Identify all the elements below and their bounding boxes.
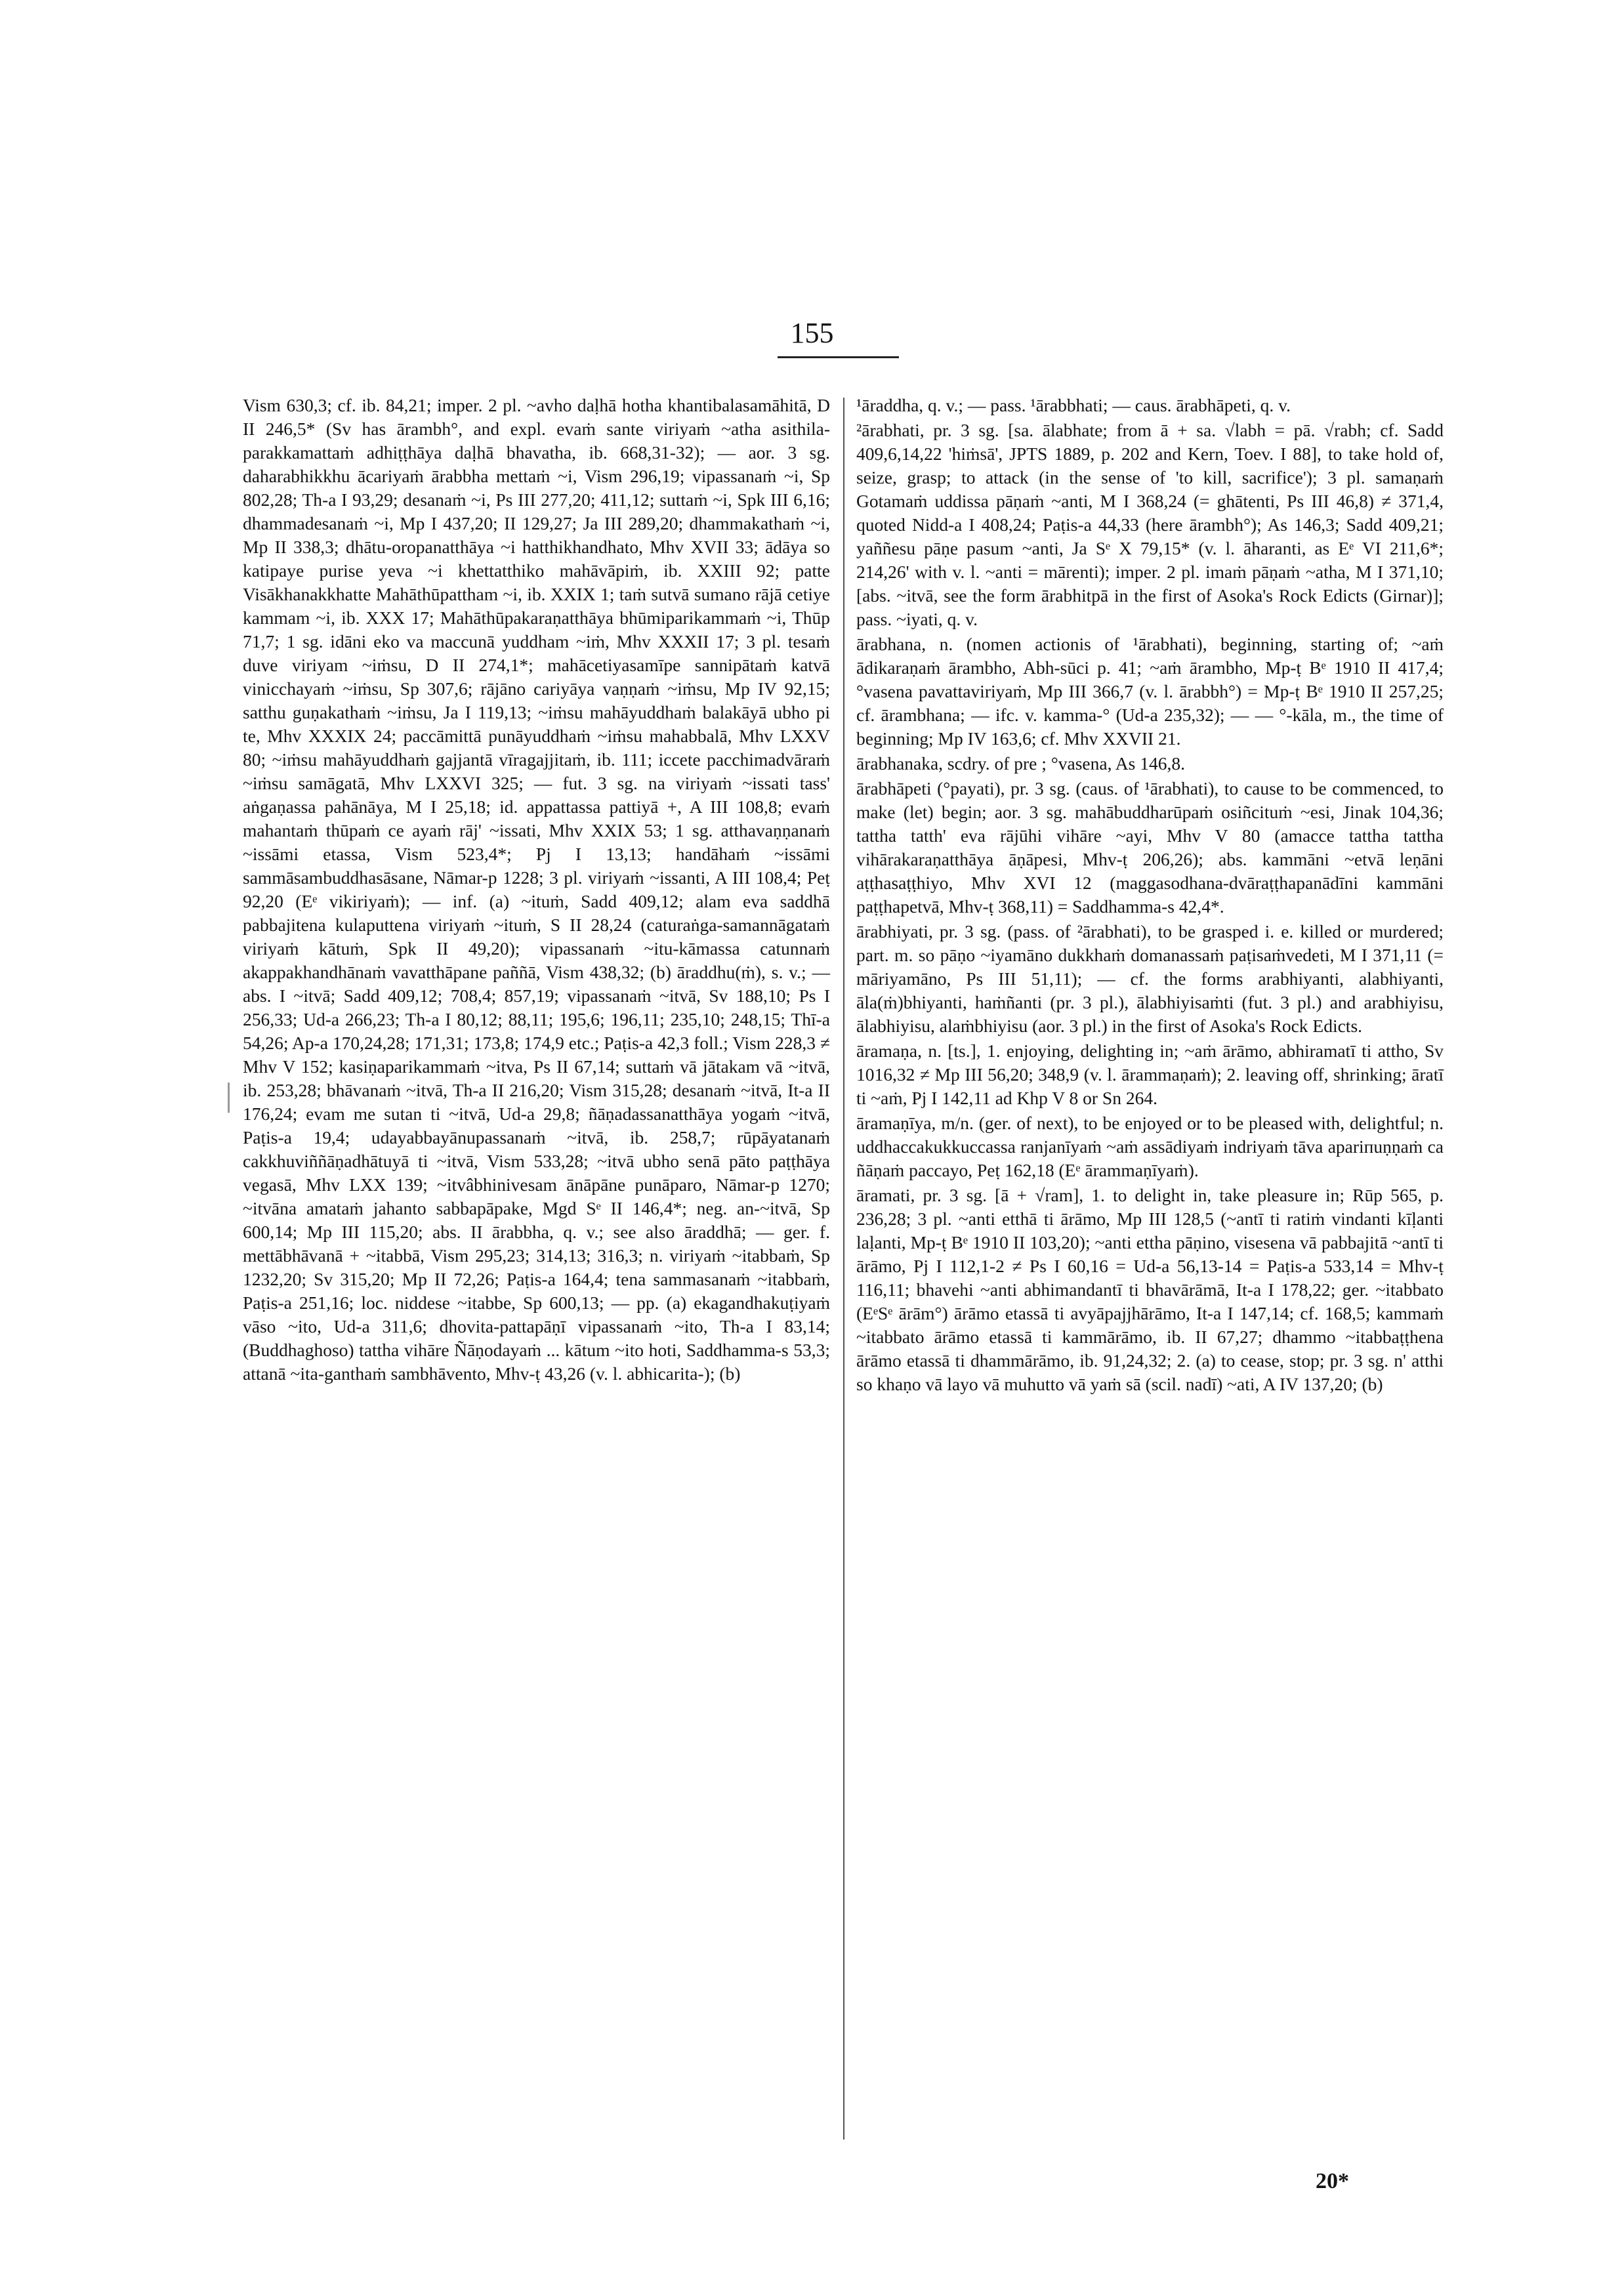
right-column bbox=[856, 394, 1444, 1397]
entry-arabhanaka: ārabhanaka, scdry. of pre ; °vasena, As 146,8. bbox=[856, 753, 1185, 774]
column-divider bbox=[843, 398, 844, 2140]
left-column-paragraph: Vism 630,3; cf. ib. 84,21; imper. 2 pl. ~avho daḷhā hotha khantibalasamāhitā, D II 246,5* (Sv has ārambh°, and expl. evaṁ sante viriyaṁ ~atha asithila-parakkamattaṁ adhiṭṭhāya daḷhā bhavatha, ib. 668,31-32); — aor. 3 sg. daharabhikkhu ācariyaṁ ārabbha mettaṁ ~i, Vism 296,19; vipassanaṁ ~i, Sp 802,28; Th-a I 93,29; desanaṁ ~i, Ps III 277,20; 411,12; suttaṁ ~i, Spk III 6,16; dhammadesanaṁ ~i, Mp I 437,20; II 129,27; Ja III 289,20; dhammakathaṁ ~i, Mp II 338,3; dhātu-oropanatthāya ~i hatthikhandhato, Mhv XVII 33; ādāya so katipaye purise yeva ~i khettatthiko mahāvāpiṁ, ib. XXIII 92; patte Visākhanakkhatte Mahāthūpattham ~i, ib. XXIX 1; taṁ sutvā sumano rājā cetiye kammam ~i, ib. XXX 17; Mahāthūpakaraṇatthāya bhūmiparikammaṁ ~i, Thūp 71,7; 1 sg. idāni eko va maccunā yuddham ~iṁ, Mhv XXXII 17; 3 pl. tesaṁ duve viriyam ~iṁsu, D II 274,1*; mahācetiyasamīpe sannipātaṁ katvā vinicchayaṁ ~iṁsu, Sp 307,6; rājāno cariyāya vaṇṇaṁ ~iṁsu, Mp IV 92,15; satthu guṇakathaṁ ~iṁsu, Ja I 119,13; ~iṁsu mahāyuddhaṁ balakāyā ubho pi te, Mhv XXXIX 24; paccāmittā punāyuddhaṁ ~iṁsu mahabbalā, Mhv LXXV 80; ~iṁsu mahāyuddhaṁ gajjantā vīragajjitaṁ, ib. 111; iccete pacchimadvāraṁ ~iṁsu samāgatā, Mhv LXXVI 325; — fut. 3 sg. na viriyaṁ ~issati tass' aṅgaṇassa pahānāya, M I 25,18; id. appattassa pattiyā +, A III 108,8; evaṁ mahantaṁ thūpaṁ ce ayaṁ rāj' ~issati, Mhv XXIX 53; 1 sg. atthavaṇṇanaṁ ~issāmi etassa, Vism 523,4*; Pj I 13,13; handāhaṁ ~issāmi sammāsambuddhasāsane, Nāmar-p 1228; 3 pl. viriyaṁ ~issanti, A III 108,4; Peṭ 92,20 (Eᵉ vikiriyaṁ); — inf. (a) ~ituṁ, Sadd 409,12; alam eva saddhā pabbajitena kulaputtena viriyaṁ ~ituṁ, S II 28,24 (caturaṅga-samannāgataṁ viriyaṁ kātuṁ, Spk II 49,20); vipassanaṁ ~itu-kāmassa catunnaṁ akappakhandhānaṁ vavatthāpane paññā, Vism 438,32; (b) āraddhu(ṁ), s. v.; — abs. I ~itvā; Sadd 409,12; 708,4; 857,19; vipassanaṁ ~itvā, Sv 188,10; Ps I 256,33; Ud-a 266,23; Th-a I 80,12; 88,11; 195,6; 196,11; 235,10; 248,15; Thī-a 54,26; Ap-a 170,24,28; 171,31; 173,8; 174,9 etc.; Paṭis-a 42,3 foll.; Vism 228,3 ≠ Mhv V 152; kasiṇaparikammaṁ ~itva, Ps II 67,14; suttaṁ vā jātakam vā ~itvā, ib. 253,28; bhāvanaṁ ~itvā, Th-a II 216,20; Vism 315,28; desanaṁ ~itvā, It-a II 176,24; evam me sutan ti ~itvā, Ud-a 29,8; ñāṇadassanatthāya yogaṁ ~itvā, Paṭis-a 19,4; udayabbayānupassanaṁ ~itvā, ib. 258,7; rūpāyatanaṁ cakkhuviññāṇadhātuyā ti ~itvā, Vism 533,28; ~itvā ubho senā pāto paṭṭhāya vegasā, Mhv LXX 139; ~itvâbhinivesam ānāpāne punāparo, Nāmar-p 1270; ~itvāna amataṁ jahanto sabbapāpake, Mgd Sᵉ II 146,4*; neg. an-~itvā, Sp 600,14; Mp III 115,20; abs. II ārabbha, q. v.; see also āraddhā; — ger. f. mettābhāvanā + ~itabbā, Vism 295,23; 314,13; 316,3; n. viriyaṁ ~itabbaṁ, Sp 1232,20; Sv 315,20; Mp II 72,26; Paṭis-a 164,4; tena sammasanaṁ ~itabbaṁ, Paṭis-a 251,16; loc. niddese ~itabbe, Sp 600,13; — pp. (a) ekagandhakuṭiyaṁ vāso ~ito, Ud-a 311,6; dhovita-pattapāṇī vipassanaṁ ~ito, Th-a I 83,14; (Buddhaghoso) tattha vihāre Ñāṇodayaṁ ... kātum ~ito hoti, Saddhamma-s 53,3; attanā ~ita-ganthaṁ sambhāvento, Mhv-ṭ 43,26 (v. l. abhicarita-); (b) bbox=[243, 395, 830, 1384]
entry-aramati: āramati, pr. 3 sg. [ā + √ram], 1. to delight in, take pleasure in; Rūp 565, p. 236,28; 3 pl. ~anti etthā ti ārāmo, Mp III 128,5 (~antī ti ratiṁ vindanti kīḷanti laḷanti, Mp-ṭ Bᵉ 1910 II 103,20); ~anti ettha pāṇino, visesena vā pabbajitā ~antī ti ārāmo, Pj I 112,1-2 ≠ Ps I 60,16 = Ud-a 56,13-14 = Paṭis-a 533,14 = Mhv-ṭ 116,11; bhavehi ~anti abhimandantī ti bhavārāmā, It-a I 178,22; ger. ~itabbato (EᵉSᵉ ārām°) ārāmo etassā ti avyāpajjhārāmo, It-a I 147,14; cf. 168,5; kammaṁ ~itabbato ārāmo etassā ti kammārāmo, ib. II 67,27; dhammo ~itabbaṭṭhena ārāmo etassā ti dhammārāmo, ib. 91,24,32; 2. (a) to cease, stop; pr. 3 sg. n' atthi so khaṇo vā layo vā muhutto vā yaṁ sā (scil. nadī) ~ati, A IV 137,20; (b) bbox=[856, 1185, 1444, 1394]
page-number: 155 bbox=[790, 317, 834, 349]
entry-arabhati: ²ārabhati, pr. 3 sg. [sa. ālabhate; from ā + sa. √labh = pā. √rabh; cf. Sadd 409,6,14,22 'hiṁsā', JPTS 1889, p. 202 and Kern, Toev. I 88], to take hold of, seize, grasp; to attack (in the sense of 'to kill, sacrifice'); 3 pl. samaṇaṁ Gotamaṁ uddissa pāṇaṁ ~anti, M I 368,24 (= ghātenti, Ps III 46,8) ≠ 371,4, quoted Nidd-a I 408,24; Paṭis-a 44,33 (here ārambh°); As 146,3; Sadd 409,21; yaññesu pāṇe pasum ~anti, Ja Sᵉ X 79,15* (v. l. āharanti, as Eᵉ VI 211,6*; 214,26' with v. l. ~anti = mārenti); imper. 2 pl. imaṁ pāṇaṁ ~atha, M I 371,10; [abs. ~itvā, see the form ārabhitpā in the first of Asoka's Rock Edicts (Girnar)]; pass. ~iyati, q. v. bbox=[856, 420, 1444, 629]
entry-aramaniya: āramaṇīya, m/n. (ger. of next), to be enjoyed or to be pleased with, delightful; n. uddhaccakukkuccassa ranjanīyaṁ ~aṁ assādiyaṁ indriyaṁ tāva apariпuṇṇaṁ ca ñāṇaṁ paccayo, Peṭ 162,18 (Eᵉ ārammaṇīyaṁ). bbox=[856, 1113, 1444, 1180]
header-rule bbox=[778, 356, 899, 358]
signature-mark: 20* bbox=[1316, 2169, 1349, 2193]
entry-arabhiyati: ārabhiyati, pr. 3 sg. (pass. of ²ārabhati), to be grasped i. e. killed or murdered; part. m. so pāṇo ~iyamāno dukkhaṁ domanassaṁ paṭisaṁvedeti, M I 371,11 (= māriyamāno, Ps III 51,11); — cf. the forms arabhiyanti, alabhiyanti, āla(ṁ)bhiyanti, haṁñanti (pr. 3 pl.), ālabhiyisaṁti (fut. 3 pl.) and arabhiyisu, ālabhiyisu, alaṁbhiyisu (aor. 3 pl.) in the first of Asoka's Rock Edicts. bbox=[856, 921, 1444, 1036]
left-column bbox=[243, 394, 830, 1387]
margin-mark bbox=[228, 1083, 230, 1113]
entry-arabhapeti: ārabhāpeti (°payati), pr. 3 sg. (caus. of ¹ārabhati), to cause to be commenced, to make (let) begin; aor. 3 sg. mahābuddharūpaṁ osiñcituṁ ~esi, Jinak 104,36; tattha tatth' eva rājūhi vihāre ~ayi, Mhv V 80 (amacce tattha tattha vihārakaraṇatthāya āṇāpesi, Mhv-ṭ 206,26); abs. kammāni ~etvā leṇāni aṭṭhasaṭṭhiyo, Mhv XVI 12 (maggasodhana-dvāraṭṭhapanādīni kammāni paṭṭhapetvā, Mhv-ṭ 368,11) = Saddhamma-s 42,4*. bbox=[856, 778, 1444, 917]
entry-araddha: ¹āraddha, q. v.; — pass. ¹ārabbhati; — caus. ārabhāpeti, q. v. bbox=[856, 395, 1291, 415]
entry-aramana: āramaṇa, n. [ts.], 1. enjoying, delighting in; ~aṁ ārāmo, abhiramatī ti attho, Sv 1016,32 ≠ Mp III 56,20; 348,9 (v. l. ārammaṇaṁ); 2. leaving off, shrinking; āratī ti ~aṁ, Pj I 142,11 ad Khp V 8 or Sn 264. bbox=[856, 1041, 1444, 1108]
entry-arabhana: ārabhana, n. (nomen actionis of ¹ārabhati), beginning, starting of; ~aṁ ādikaraṇaṁ ārambho, Abh-sūci p. 41; ~aṁ ārambho, Mp-ṭ Bᵉ 1910 II 417,4; °vasena pavattaviriyaṁ, Mp III 366,7 (v. l. ārabbh°) = Mp-ṭ Bᵉ 1910 II 257,25; cf. ārambhana; — ifc. v. kamma-° (Ud-a 235,32); — — °-kāla, m., the time of beginning; Mp IV 163,6; cf. Mhv XXVII 21. bbox=[856, 634, 1444, 749]
